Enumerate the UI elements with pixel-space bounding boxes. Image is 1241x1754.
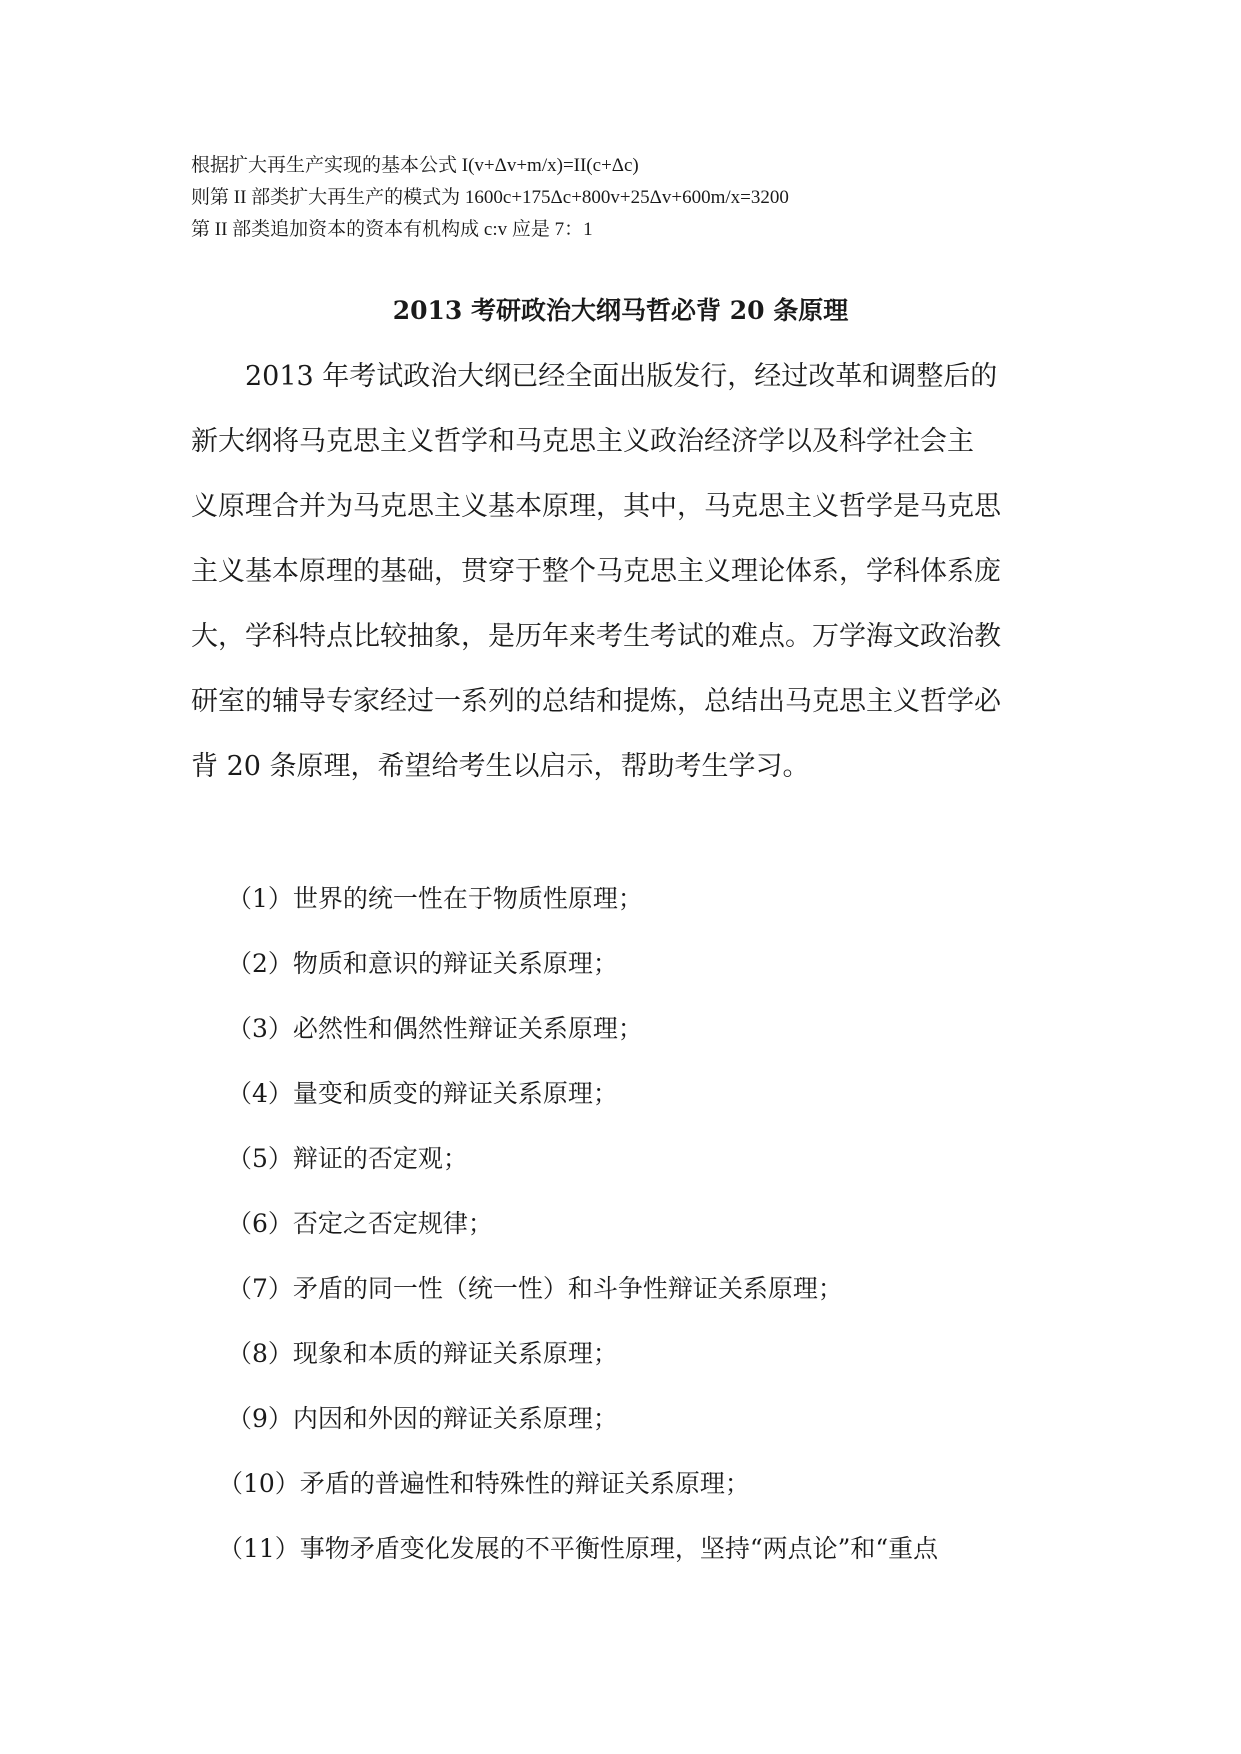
intro-line-model: 则第 II 部类扩大再生产的模式为 1600c+175Δc+800v+25Δv+600m/x=3200 bbox=[191, 187, 789, 208]
paragraph-line: 2013 年考试政治大纲已经全面出版发行，经过改革和调整后的 bbox=[245, 361, 998, 392]
principle-item: （1）世界的统一性在于物质性原理； bbox=[227, 884, 643, 913]
principle-item: （2）物质和意识的辩证关系原理； bbox=[227, 949, 618, 978]
principle-item: （6）否定之否定规律； bbox=[227, 1209, 493, 1238]
principle-item: （8）现象和本质的辩证关系原理； bbox=[227, 1339, 618, 1368]
paragraph-line: 新大纲将马克思主义哲学和马克思主义政治经济学以及科学社会主 bbox=[191, 426, 974, 457]
paragraph-line: 义原理合并为马克思主义基本原理，其中，马克思主义哲学是马克思 bbox=[191, 491, 1001, 522]
paragraph-line: 研室的辅导专家经过一系列的总结和提炼，总结出马克思主义哲学必 bbox=[191, 686, 1001, 717]
principle-item: （7）矛盾的同一性（统一性）和斗争性辩证关系原理； bbox=[227, 1274, 843, 1303]
principle-item: （9）内因和外因的辩证关系原理； bbox=[227, 1404, 618, 1433]
principle-item: （3）必然性和偶然性辩证关系原理； bbox=[227, 1014, 643, 1043]
paragraph-line: 主义基本原理的基础，贯穿于整个马克思主义理论体系，学科体系庞 bbox=[191, 556, 1001, 587]
principle-item: （10）矛盾的普遍性和特殊性的辩证关系原理； bbox=[218, 1469, 750, 1498]
principle-item: （4）量变和质变的辩证关系原理； bbox=[227, 1079, 618, 1108]
paragraph-line: 大，学科特点比较抽象，是历年来考生考试的难点。万学海文政治教 bbox=[191, 621, 1001, 652]
principle-item: （5）辩证的否定观； bbox=[227, 1144, 468, 1173]
document-title: 2013 考研政治大纲马哲必背 20 条原理 bbox=[392, 296, 849, 325]
paragraph-line: 背 20 条原理，希望给考生以启示，帮助考生学习。 bbox=[191, 751, 810, 782]
principle-item: （11）事物矛盾变化发展的不平衡性原理，坚持“两点论”和“重点 bbox=[218, 1534, 939, 1563]
intro-line-ratio: 第 II 部类追加资本的资本有机构成 c:v 应是 7：1 bbox=[191, 219, 593, 240]
intro-line-formula: 根据扩大再生产实现的基本公式 I(v+Δv+m/x)=II(c+Δc) bbox=[191, 155, 639, 176]
